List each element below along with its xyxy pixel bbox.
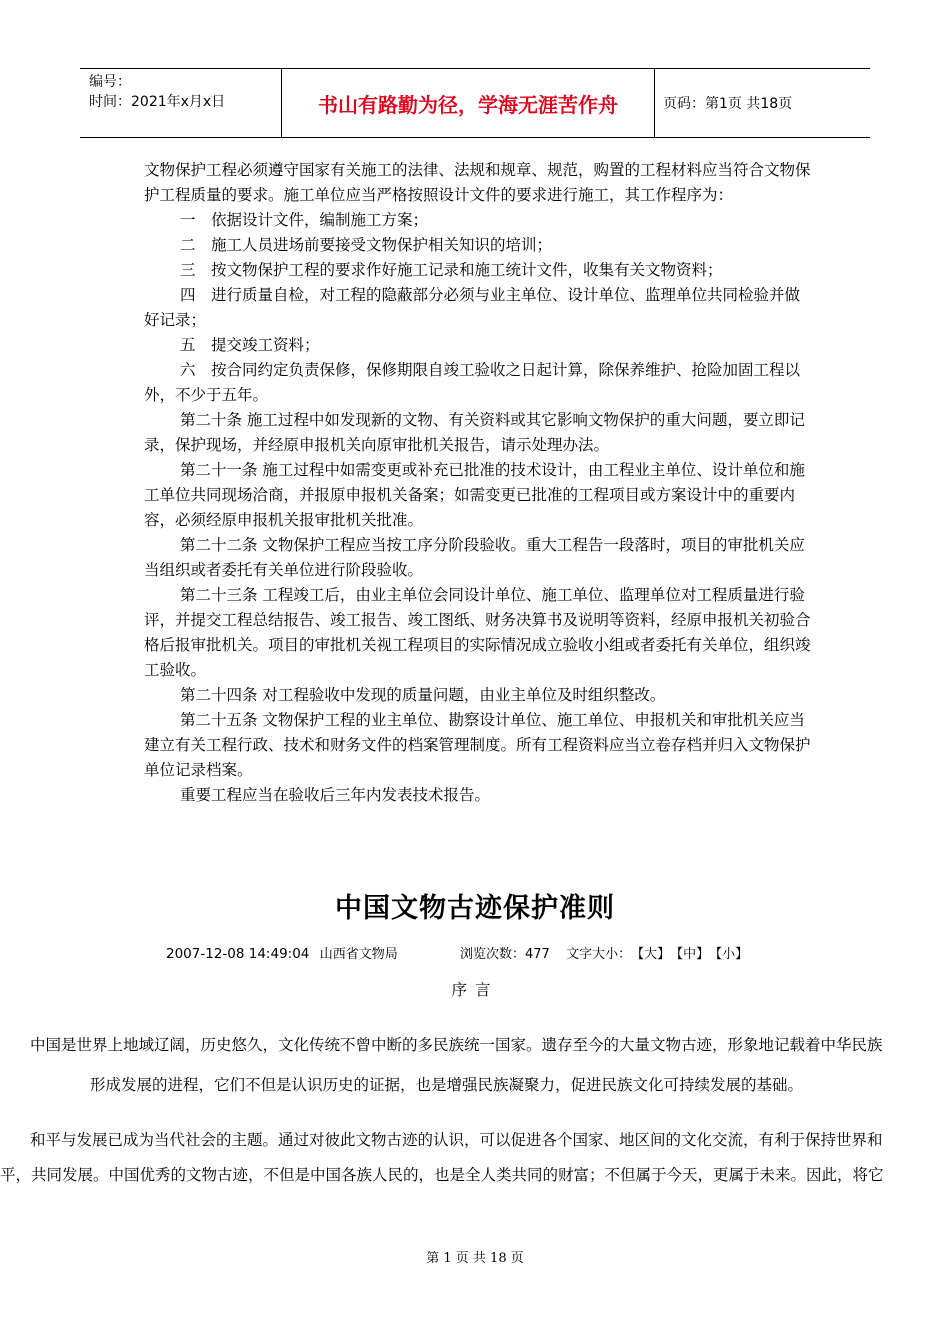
preface-heading: 序言 — [451, 981, 499, 999]
header-page-info: 页码：第1页 共18页 — [663, 96, 793, 112]
header-table — [80, 68, 870, 138]
font-size-medium-link[interactable]: 【中】 — [670, 947, 710, 962]
preface-line: 和平与发展已成为当代社会的主题。通过对彼此文物古迹的认识，可以促进各个国家、地区间的文化交流，有利于保持世界和 — [30, 1131, 883, 1149]
list-item: 二 施工人员进场前要接受文物保护相关知识的培训； — [180, 236, 553, 254]
header-left-cell — [80, 69, 282, 137]
font-size-label: 文字大小： — [566, 947, 632, 962]
font-size-large-link[interactable]: 【大】 — [631, 947, 671, 962]
article-datetime: 2007-12-08 14:49:04 — [166, 946, 310, 962]
number-label: 编号： — [89, 74, 131, 90]
time-label: 时间：2021年x月x日 — [89, 94, 226, 110]
list-item: 五 提交竣工资料； — [180, 336, 320, 354]
article-25-note: 重要工程应当在验收后三年内发表技术报告。 — [180, 786, 491, 804]
preface-line: 中国是世界上地域辽阔，历史悠久，文化传统不曾中断的多民族统一国家。遗存至今的大量文物古迹，形象地记载着中华民族 — [30, 1036, 883, 1054]
article-21: 第二十一条 施工过程中如需变更或补充已批准的技术设计，由工程业主单位、设计单位和施工单位共同现场洽商，并报原申报机关备案；如需变更已批准的工程项目或方案设计中的重要内容，必须经原申报机关报审批机关批准。 — [144, 461, 805, 529]
article-25: 第二十五条 文物保护工程的业主单位、勘察设计单位、施工单位、申报机关和审批机关应当建立有关工程行政、技术和财务文件的档案管理制度。所有工程资料应当立卷存档并归入文物保护单位记录档案。 — [144, 711, 811, 779]
article-meta — [166, 943, 748, 962]
list-item: 六 按合同约定负责保修，保修期限自竣工验收之日起计算，除保养维护、抢险加固工程以外，不少于五年。 — [144, 361, 801, 404]
article-22: 第二十二条 文物保护工程应当按工序分阶段验收。重大工程告一段落时，项目的审批机关应当组织或者委托有关单位进行阶段验收。 — [144, 536, 805, 579]
header-motto: 书山有路勤为径，学海无涯苦作舟 — [282, 69, 655, 137]
article-source: 山西省文物局 — [319, 947, 398, 962]
font-size-small-link[interactable]: 【小】 — [709, 947, 749, 962]
list-item: 四 进行质量自检，对工程的隐蔽部分必须与业主单位、设计单位、监理单位共同检验并做好记录； — [144, 286, 801, 329]
body-text — [144, 158, 812, 808]
preface-line: 平，共同发展。中国优秀的文物古迹，不但是中国各族人民的，也是全人类共同的财富；不但属于今天，更属于未来。因此，将它 — [0, 1166, 884, 1184]
list-item: 三 按文物保护工程的要求作好施工记录和施工统计文件，收集有关文物资料； — [180, 261, 723, 279]
article-24: 第二十四条 对工程验收中发现的质量问题，由业主单位及时组织整改。 — [180, 686, 666, 704]
article-23: 第二十三条 工程竣工后，由业主单位会同设计单位、施工单位、监理单位对工程质量进行验评，并提交工程总结报告、竣工报告、竣工图纸、财务决算书及说明等资料，经原申报机关初验合格后报审批机关。项目的审批机关视工程项目的实际情况成立验收小组或者委托有关单位，组织竣工验收。 — [144, 586, 811, 679]
article-title: 中国文物古迹保护准则 — [335, 893, 615, 924]
preface-line: 形成发展的进程，它们不但是认识历史的证据，也是增强民族凝聚力，促进民族文化可持续发展的基础。 — [90, 1076, 804, 1094]
page-footer: 第 1 页 共 18 页 — [426, 1251, 524, 1266]
list-item: 一 依据设计文件，编制施工方案； — [180, 211, 429, 229]
view-count: 浏览次数：477 — [460, 947, 550, 962]
article-20: 第二十条 施工过程中如发现新的文物、有关资料或其它影响文物保护的重大问题，要立即记录，保护现场，并经原申报机关向原审批机关报告，请示处理办法。 — [144, 411, 805, 454]
paragraph-intro: 文物保护工程必须遵守国家有关施工的法律、法规和规章、规范，购置的工程材料应当符合文物保护工程质量的要求。施工单位应当严格按照设计文件的要求进行施工，其工作程序为： — [144, 161, 811, 204]
